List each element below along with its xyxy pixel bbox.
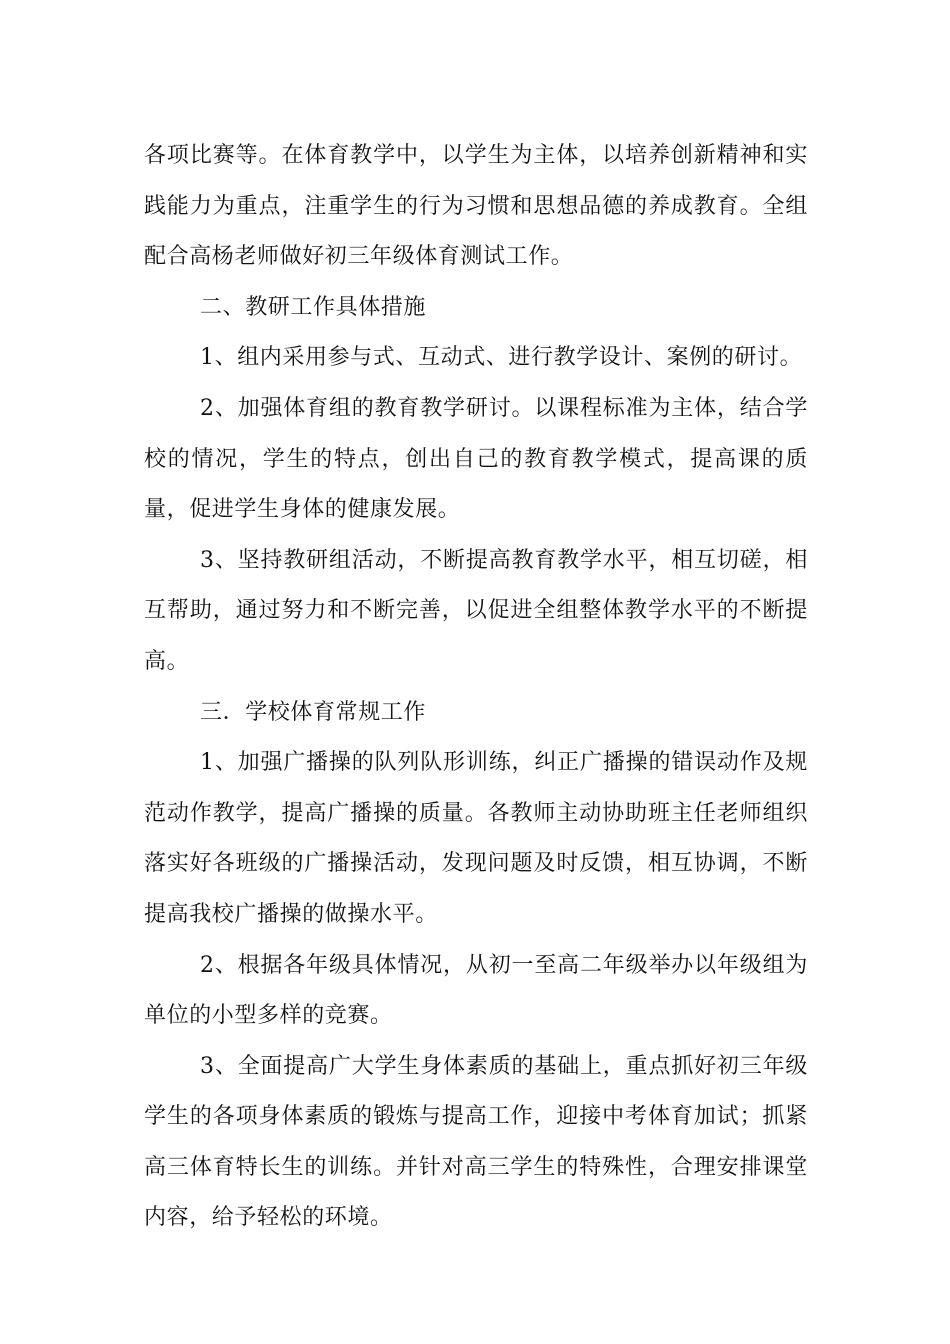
- paragraph-line: 1、组内采用参与式、互动式、进行教学设计、案例的研讨。: [200, 345, 803, 371]
- paragraph-line: 范动作教学，提高广播操的质量。各教师主动协助班主任老师组织: [144, 800, 808, 826]
- paragraph-line: 互帮助，通过努力和不断完善，以促进全组整体教学水平的不断提: [144, 598, 808, 624]
- paragraph-line: 配合高杨老师做好初三年级体育测试工作。: [144, 244, 574, 270]
- paragraph-line: 2、加强体育组的教育教学研讨。以课程标准为主体，结合学: [200, 395, 808, 421]
- paragraph-line: 校的情况，学生的特点，创出自己的教育教学模式，提高课的质: [144, 446, 808, 472]
- paragraph-line: 3、坚持教研组活动，不断提高教育教学水平，相互切磋，相: [200, 547, 808, 573]
- paragraph-line: 践能力为重点，注重学生的行为习惯和思想品德的养成教育。全组: [144, 193, 808, 219]
- paragraph-line: 2、根据各年级具体情况，从初一至高二年级举办以年级组为: [200, 952, 808, 978]
- paragraph-line: 单位的小型多样的竞赛。: [144, 1003, 393, 1029]
- paragraph-line: 学生的各项身体素质的锻炼与提高工作，迎接中考体育加试；抓紧: [144, 1104, 808, 1130]
- body-text: [144, 131, 808, 1244]
- paragraph-line: 落实好各班级的广播操活动，发现问题及时反馈，相互协调，不断: [144, 851, 808, 877]
- paragraph-line: 量，促进学生身体的健康发展。: [144, 497, 461, 523]
- paragraph-line: 内容，给予轻松的环境。: [144, 1205, 393, 1231]
- paragraph-line: 各项比赛等。在体育教学中，以学生为主体，以培养创新精神和实: [144, 143, 808, 168]
- section-heading: 二、教研工作具体措施: [200, 294, 427, 320]
- section-heading: 三．学校体育常规工作: [200, 699, 427, 725]
- paragraph-line: 提高我校广播操的做操水平。: [144, 901, 438, 927]
- paragraph-line: 1、加强广播操的队列队形训练，纠正广播操的错误动作及规: [200, 750, 808, 776]
- paragraph-line: 高。: [144, 648, 190, 674]
- paragraph-line: 3、全面提高广大学生身体素质的基础上，重点抓好初三年级: [200, 1053, 808, 1079]
- paragraph-line: 高三体育特长生的训练。并针对高三学生的特殊性，合理安排课堂: [144, 1154, 808, 1180]
